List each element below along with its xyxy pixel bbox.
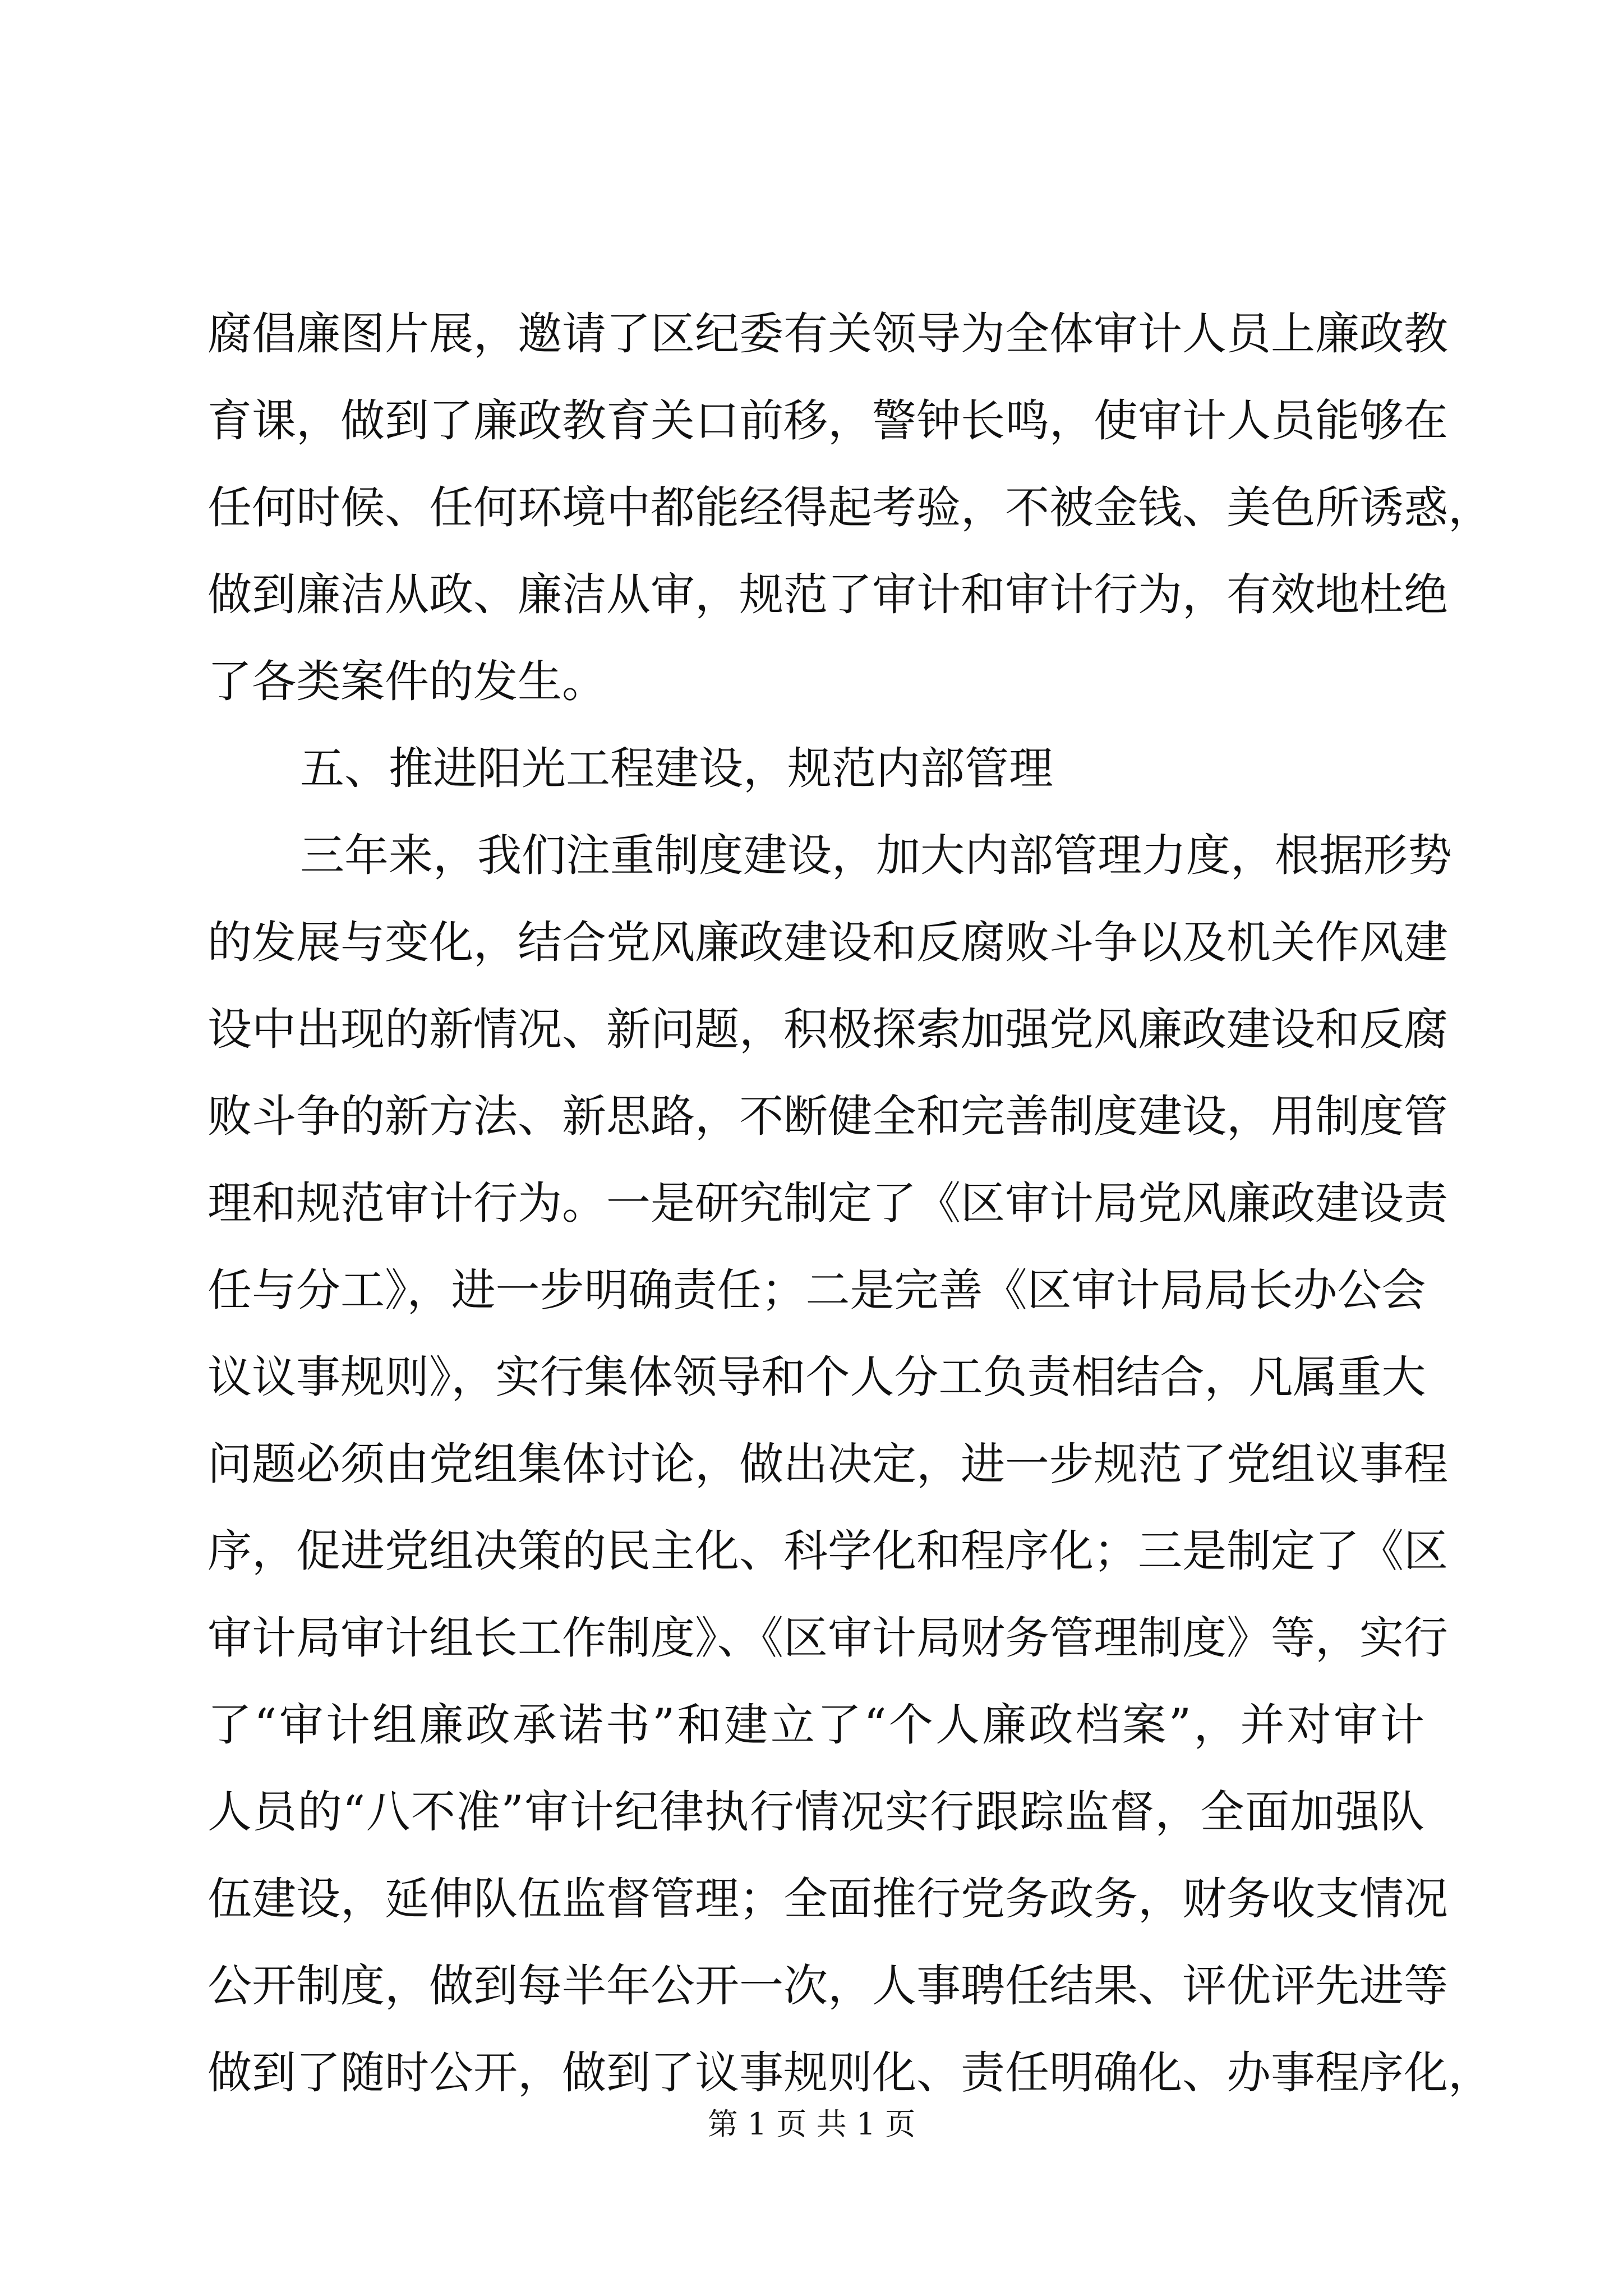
- text-line: 做到了随时公开，做到了议事规则化、责任明确化、办事程序化，: [208, 2047, 1492, 2099]
- text-line: 序，促进党组决策的民主化、科学化和程序化；三是制定了《区: [208, 1525, 1448, 1577]
- text-line: 三年来，我们注重制度建设，加大内部管理力度，根据形势: [300, 830, 1452, 881]
- section-heading: 五、推进阳光工程建设，规范内部管理: [300, 743, 1053, 794]
- page-footer: [0, 2105, 1623, 2144]
- text-line: 育课，做到了廉政教育关口前移，警钟长鸣，使审计人员能够在: [208, 395, 1448, 447]
- text-line: 了各类案件的发生。: [208, 656, 606, 707]
- text-line: 任与分工》，进一步明确责任；二是完善《区审计局局长办公会: [208, 1264, 1426, 1316]
- text-line: 腐倡廉图片展，邀请了区纪委有关领导为全体审计人员上廉政教: [208, 308, 1448, 360]
- text-line: 问题必须由党组集体讨论，做出决定，进一步规范了党组议事程: [208, 1438, 1448, 1490]
- text-line: 设中出现的新情况、新问题，积极探索加强党风廉政建设和反腐: [208, 1004, 1448, 1055]
- text-line: 议议事规则》，实行集体领导和个人分工负责相结合，凡属重大: [208, 1351, 1426, 1403]
- text-line: 理和规范审计行为。一是研究制定了《区审计局党风廉政建设责: [208, 1177, 1448, 1229]
- text-line: 任何时候、任何环境中都能经得起考验，不被金钱、美色所诱惑，: [208, 482, 1492, 533]
- document-body: [208, 291, 1492, 2116]
- text-line: 伍建设，延伸队伍监督管理；全面推行党务政务，财务收支情况: [208, 1873, 1448, 1925]
- text-line: 公开制度，做到每半年公开一次，人事聘任结果、评优评先进等: [208, 1960, 1448, 2012]
- text-line: 败斗争的新方法、新思路，不断健全和完善制度建设，用制度管: [208, 1091, 1448, 1142]
- text-line: 的发展与变化，结合党风廉政建设和反腐败斗争以及机关作风建: [208, 917, 1448, 968]
- text-line: 做到廉洁从政、廉洁从审，规范了审计和审计行为，有效地杜绝: [208, 569, 1448, 620]
- text-line: 了“审计组廉政承诺书”和建立了“个人廉政档案”，并对审计: [208, 1699, 1424, 1751]
- page-number: 第 1 页 共 1 页: [707, 2106, 916, 2142]
- text-line: 审计局审计组长工作制度》、《区审计局财务管理制度》等，实行: [208, 1612, 1448, 1664]
- text-line: 人员的“八不准”审计纪律执行情况实行跟踪监督，全面加强队: [208, 1786, 1424, 1838]
